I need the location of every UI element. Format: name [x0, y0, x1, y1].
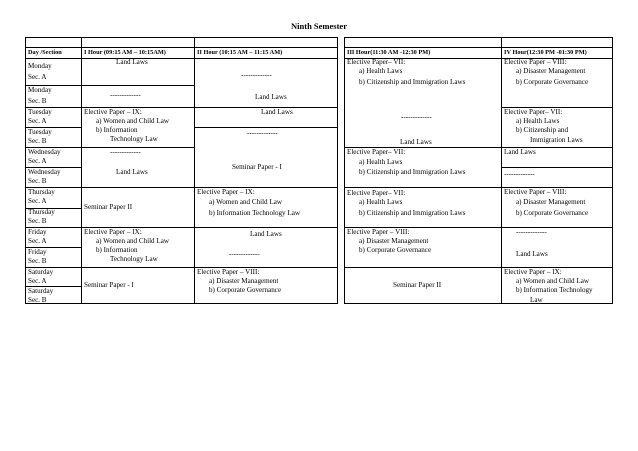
header-hour-4: IV Hour(12:30 PM -01:30 PM) — [502, 48, 613, 59]
section-label: Sec. A — [28, 117, 47, 125]
cell-text: a) Disaster Management — [516, 198, 586, 206]
cell-text: Elective Paper– VII: — [347, 189, 406, 197]
cell-text: Land Laws — [255, 93, 287, 101]
section-label: Sec. A — [28, 73, 47, 81]
cell-text: Technology Law — [110, 135, 158, 143]
hour-4-column — [502, 59, 613, 304]
cell-text: Immigration Laws — [530, 136, 583, 144]
cell-text: Elective Paper – VIII: — [347, 228, 410, 236]
section-label: Sec. B — [28, 257, 47, 265]
cell-text: b) Citizenship and Immigration Laws — [359, 78, 466, 86]
cell-text: Elective Paper – VIII: — [197, 268, 260, 276]
day-label: Tuesday — [28, 128, 52, 136]
cell-text: a) Disaster Management — [516, 67, 586, 75]
cell-text: a) Disaster Management — [209, 277, 279, 285]
cell-text: Seminar Paper II — [84, 203, 133, 211]
cell-text: Law — [530, 296, 543, 304]
cell-text: b) Citizenship and Immigration Laws — [359, 209, 466, 217]
hour-3-column — [344, 59, 502, 304]
cell-text: Land Laws — [116, 58, 148, 66]
cell-text: Elective Paper – IX: — [84, 108, 142, 116]
cell-text: b) Corporate Governance — [516, 78, 589, 86]
cell-text: Technology Law — [110, 255, 158, 263]
section-label: Sec. B — [28, 217, 47, 225]
header-day-section: Day /Section — [25, 48, 82, 59]
cell-text: Seminar Paper - I — [84, 281, 134, 289]
header-hour-2: II Hour (10:15 AM – 11:15 AM) — [195, 48, 338, 59]
cell-text: Elective Paper– VII: — [347, 148, 406, 156]
blank-cell — [502, 37, 613, 48]
day-label: Saturday — [28, 268, 54, 276]
section-label: Sec. A — [28, 277, 47, 285]
cell-text: b) Corporate Governance — [209, 286, 282, 294]
cell-text: Land Laws — [516, 250, 548, 258]
day-label: Thursday — [28, 188, 55, 196]
cell-text: Elective Paper – VIII: — [504, 58, 567, 66]
cell-text: a) Health Laws — [359, 198, 403, 206]
section-label: Sec. A — [28, 197, 47, 205]
cell-text: a) Health Laws — [359, 67, 403, 75]
blank-cell — [25, 37, 82, 48]
cell-text: Elective Paper – IX: — [197, 188, 255, 196]
section-label: Sec. B — [28, 177, 47, 185]
cell-text: ------------- — [516, 228, 547, 236]
cell-text: Land Laws — [504, 148, 536, 156]
day-label: Wednesday — [28, 148, 61, 156]
cell-text: b) Information — [96, 246, 138, 254]
cell-text: b) Information Technology — [516, 286, 593, 294]
day-label: Friday — [28, 248, 47, 256]
cell-text: b) Corporate Governance — [359, 246, 432, 254]
cell-text: a) Women and Child Law — [96, 117, 169, 125]
cell-text: a) Disaster Management — [359, 237, 429, 245]
cell-text: b) Citizenship and — [516, 126, 569, 134]
cell-text: b) Information Technology Law — [209, 209, 300, 217]
section-label: Sec. B — [28, 97, 47, 105]
cell-text: Land Laws — [400, 138, 432, 146]
cell-text: Land Laws — [261, 108, 293, 116]
blank-cell — [82, 37, 195, 48]
cell-text: ------------- — [229, 250, 260, 258]
section-label: Sec. B — [28, 137, 47, 145]
day-label: Friday — [28, 228, 47, 236]
cell-text: ------------- — [504, 170, 535, 178]
cell-text: a) Health Laws — [359, 158, 403, 166]
day-label: Wednesday — [28, 168, 61, 176]
page-title: Ninth Semester — [291, 21, 347, 31]
cell-text: Elective Paper – VIII: — [504, 188, 567, 196]
blank-cell — [195, 37, 338, 48]
cell-text: ------------- — [247, 129, 278, 137]
blank-cell — [344, 37, 502, 48]
cell-text: Seminar Paper - I — [232, 163, 282, 171]
cell-text: Elective Paper – IX: — [84, 228, 142, 236]
section-label: Sec. A — [28, 237, 47, 245]
cell-text: ------------- — [401, 113, 432, 121]
cell-text: Land Laws — [116, 168, 148, 176]
day-label: Tuesday — [28, 108, 52, 116]
cell-text: Elective Paper – IX: — [504, 268, 562, 276]
cell-text: Elective Paper– VII: — [504, 108, 563, 116]
section-label: Sec. B — [28, 296, 47, 304]
cell-text: ------------- — [110, 91, 141, 99]
cell-text: Seminar Paper II — [393, 281, 442, 289]
header-hour-3: III Hour(11:30 AM -12:30 PM) — [344, 48, 502, 59]
header-hour-1: I Hour (09:15 AM – 10:15AM) — [82, 48, 195, 59]
cell-text: a) Women and Child Law — [209, 198, 282, 206]
cell-text: Elective Paper– VII: — [347, 58, 406, 66]
hour-1-column — [82, 59, 195, 304]
cell-text: a) Women and Child Law — [516, 277, 589, 285]
cell-text: b) Citizenship and Immigration Laws — [359, 168, 466, 176]
day-label: Thursday — [28, 208, 55, 216]
day-label: Monday — [28, 86, 52, 94]
day-label: Monday — [28, 62, 52, 70]
cell-text: b) Corporate Governance — [516, 209, 589, 217]
day-column — [25, 59, 82, 304]
cell-text: ------------- — [241, 71, 272, 79]
cell-text: Land Laws — [250, 230, 282, 238]
day-label: Saturday — [28, 287, 54, 295]
cell-text: b) Information — [96, 126, 138, 134]
cell-text: a) Health Laws — [516, 117, 560, 125]
cell-text: a) Women and Child Law — [96, 237, 169, 245]
section-label: Sec. A — [28, 157, 47, 165]
timetable — [25, 37, 613, 304]
hour-2-column — [195, 59, 338, 304]
cell-text: ------------- — [110, 148, 141, 156]
